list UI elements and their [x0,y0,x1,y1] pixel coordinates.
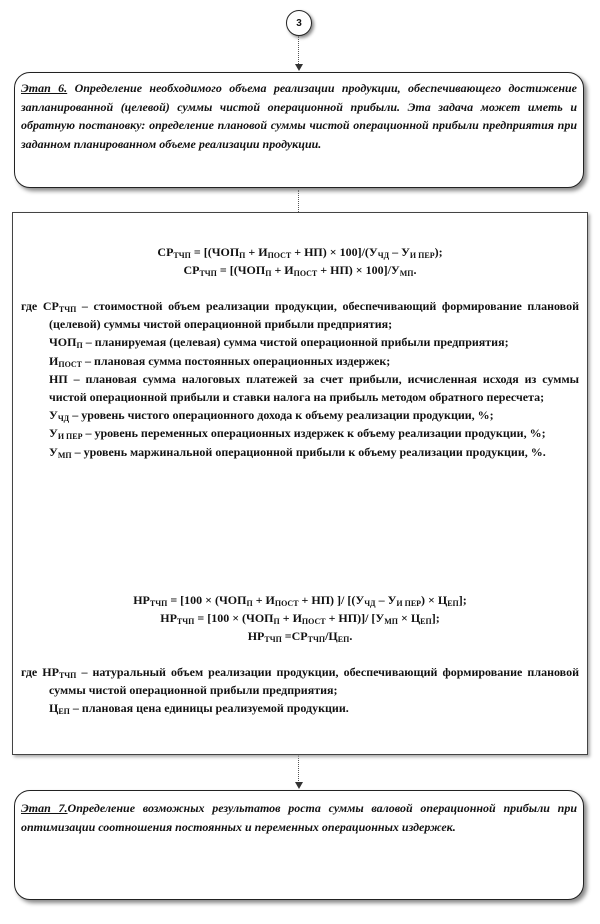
connector-line-top [298,36,299,66]
formula-nr-1: $НР_{ТЧП} = [100 \times (ЧОП_П + И_{ПОСТ} + НП)$ ]/ $[(У_{ЧД} - У_{И ПЕР}) \times Ц_{ЕП}]$; [133,593,467,608]
formula-nr-3: $НР_{ТЧП} =СР_{ТЧП}/Ц_{ЕП}$. [247,629,353,645]
definition-item: $У_{МП}$ – уровень маржинальной операционной прибыли к объему реализации продукции, %. [49,444,546,460]
formula-sr-1: $СР_{ТЧП} = [(ЧОП_П + И_{ПОСТ} + НП) \times 100]/(У_{ЧД} - У_{И ПЕР})$; [157,245,443,260]
definition-item: $У_{ЧД}$ – уровень чистого операционного дохода к объему реализации продукции, %; [49,408,494,424]
definition-item: НП – плановая сумма налоговых платежей за счет прибыли, исчисленная исходя из суммы чистой операционной прибыли и ставки налога на прибыль методом обратного пересчета; [49,371,579,405]
definitions-1 [21,297,579,461]
stage-6-box [14,72,584,188]
formula-nr-2: $НР_{ТЧП} = [100 \times (ЧОП_П + И_{ПОСТ} + НП)]/$ $[У_{МП} \times Ц_{ЕП}]$; [160,611,440,627]
connector-circle [286,10,312,36]
arrow-down-icon [295,782,303,789]
definition-item: где $СР_{ТЧП}$ – стоимостной объем реализации продукции, обеспечивающий формирование плановой (целевой) суммы чистой операционной прибыли предприятия; [21,299,579,332]
stage-7-box [14,790,584,900]
definition-item: $У_{И ПЕР}$ – уровень переменных операционных издержек к объему реализации продукции, %; [49,426,546,442]
definition-item: $Ц_{ЕП}$ – плановая цена единицы реализуемой продукции. [49,701,349,717]
formula-group-2 [21,591,579,646]
connector-line-bottom [298,755,299,783]
stage-7-label: Этап 7. [21,801,68,815]
stage-6-label: Этап 6. [21,81,68,95]
formula-sr-2: $СР_{ТЧП} = [(ЧОП_П + И_{ПОСТ} + НП) \times 100]/У_{МП}$. [183,263,417,279]
definitions-2 [21,663,579,718]
formula-box [12,212,588,755]
definition-item: $И_{ПОСТ}$ – плановая сумма постоянных операционных издержек; [49,353,391,369]
stage-6-text: Определение необходимого объема реализации продукции, обеспечивающего достижение запланированной (целевой) суммы чистой операционной прибыли. Эта задача может иметь и обратную постановку: определение плановой суммы чистой операционной прибыли предприятия при заданном планированном объеме реализации продукции. [21,81,577,151]
arrow-down-icon [295,64,303,71]
definition-item: $ЧОП_П$ – планируемая (целевая) сумма чистой операционной прибыли предприятия; [49,335,509,351]
formula-group-1 [21,243,579,279]
connector-line-middle [298,190,299,212]
definition-item: где $НР_{ТЧП}$ – натуральный объем реализации продукции, обеспечивающий формирование плановой суммы чистой операционной прибыли предприятия; [21,665,579,698]
stage-7-text: Определение возможных результатов роста суммы валовой операционной прибыли при оптимизации соотношения постоянных и переменных операционных издержек. [21,801,577,834]
connector-label: 3 [296,17,302,29]
